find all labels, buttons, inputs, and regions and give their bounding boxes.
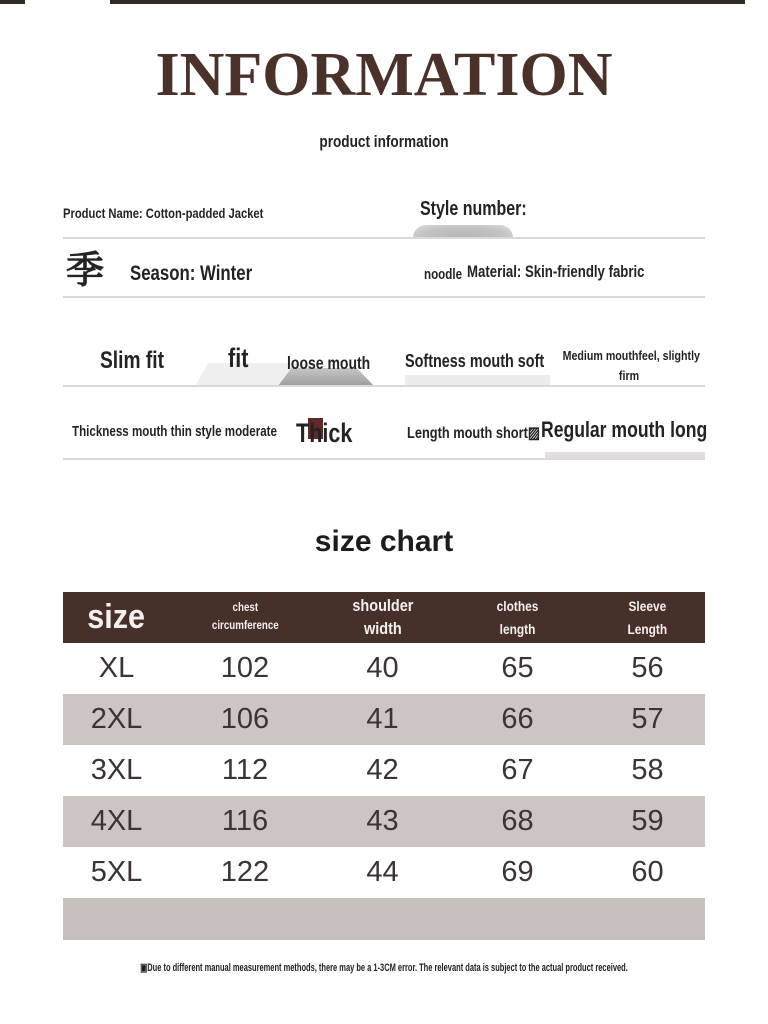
- divider: [63, 458, 705, 460]
- season-cjk-glyph: 季: [66, 250, 105, 292]
- cell-chest: 112: [221, 754, 269, 786]
- page-subtitle: product information: [319, 132, 449, 151]
- col-header-shoulder: [352, 595, 413, 641]
- thick-label: Thick: [296, 418, 353, 448]
- col-header-size: size: [87, 598, 146, 636]
- top-border-gap: [25, 0, 110, 4]
- medium-feel-label: [562, 346, 700, 386]
- cell-clothes: 66: [501, 703, 534, 735]
- table-empty-row: [63, 898, 705, 940]
- cell-size: 5XL: [90, 856, 143, 888]
- cell-sleeve: 60: [631, 856, 664, 888]
- col-header-clothes: [497, 595, 539, 640]
- size-chart-table: [63, 592, 705, 940]
- cell-size: 2XL: [90, 703, 143, 735]
- cell-chest: 102: [220, 652, 270, 684]
- cell-clothes: 69: [501, 856, 534, 888]
- col-header-sleeve-line2: Length: [627, 620, 668, 637]
- divider: [63, 296, 705, 298]
- regular-length-label: Regular mouth long: [541, 417, 708, 442]
- product-name-label: Product Name: Cotton-padded Jacket: [63, 205, 264, 221]
- table-row: [63, 745, 705, 796]
- cell-chest: 116: [221, 805, 269, 837]
- col-header-chest: [212, 600, 279, 635]
- thickness-label: Thickness mouth thin style moderate: [72, 424, 277, 440]
- cell-shoulder: 41: [366, 703, 399, 735]
- top-border-strip: [0, 0, 745, 4]
- cell-sleeve: 56: [631, 652, 664, 684]
- footer-note: ▣Due to different manual measurement methods, there may be a 1-3CM error. The relevant data is subject to the actual product received.: [140, 962, 628, 974]
- cell-size: XL: [98, 652, 135, 684]
- cell-clothes: 68: [501, 805, 534, 837]
- cell-clothes: 65: [501, 652, 534, 684]
- cell-sleeve: 57: [631, 703, 664, 735]
- table-row: [63, 796, 705, 847]
- cell-shoulder: 43: [366, 805, 399, 837]
- table-row: [63, 643, 705, 694]
- size-chart-heading: size chart: [314, 525, 454, 558]
- cell-shoulder: 40: [366, 652, 399, 684]
- noodle-label: noodle: [424, 267, 463, 283]
- col-header-clothes-line2: length: [499, 620, 536, 637]
- table-row: [63, 694, 705, 745]
- cell-size: 3XL: [90, 754, 143, 786]
- medium-feel-line2: firm: [618, 368, 640, 384]
- style-number-label: Style number:: [420, 198, 527, 220]
- length-label: Length mouth short▨: [407, 425, 540, 442]
- cell-shoulder: 44: [366, 856, 399, 888]
- fit-label: fit: [228, 343, 249, 373]
- col-header-clothes-line1: clothes: [496, 598, 539, 615]
- slim-fit-label: Slim fit: [100, 347, 165, 374]
- softness-label: Softness mouth soft: [405, 351, 545, 371]
- col-header-chest-line1: chest: [232, 602, 258, 615]
- loose-mouth-label: loose mouth: [287, 353, 371, 373]
- divider: [63, 385, 705, 387]
- medium-feel-line1: Medium mouthfeel, slightly: [562, 348, 700, 363]
- cell-chest: 106: [220, 703, 270, 735]
- divider: [63, 237, 705, 239]
- col-header-chest-line2: circumference: [211, 619, 279, 632]
- col-header-sleeve: [628, 595, 668, 640]
- cell-sleeve: 59: [631, 805, 664, 837]
- col-header-shoulder-line1: shoulder: [351, 595, 414, 615]
- material-label: Material: Skin-friendly fabric: [467, 263, 645, 281]
- cell-sleeve: 58: [631, 754, 664, 786]
- cell-size: 4XL: [90, 805, 143, 837]
- season-label: Season: Winter: [130, 262, 253, 285]
- col-header-sleeve-line1: Sleeve: [628, 598, 667, 615]
- cell-shoulder: 42: [366, 754, 399, 786]
- cell-clothes: 67: [501, 754, 534, 786]
- table-row: [63, 847, 705, 898]
- col-header-shoulder-line2: width: [363, 618, 402, 638]
- page-title: INFORMATION: [155, 41, 613, 109]
- cell-chest: 122: [220, 856, 270, 888]
- table-header-row: [63, 592, 705, 643]
